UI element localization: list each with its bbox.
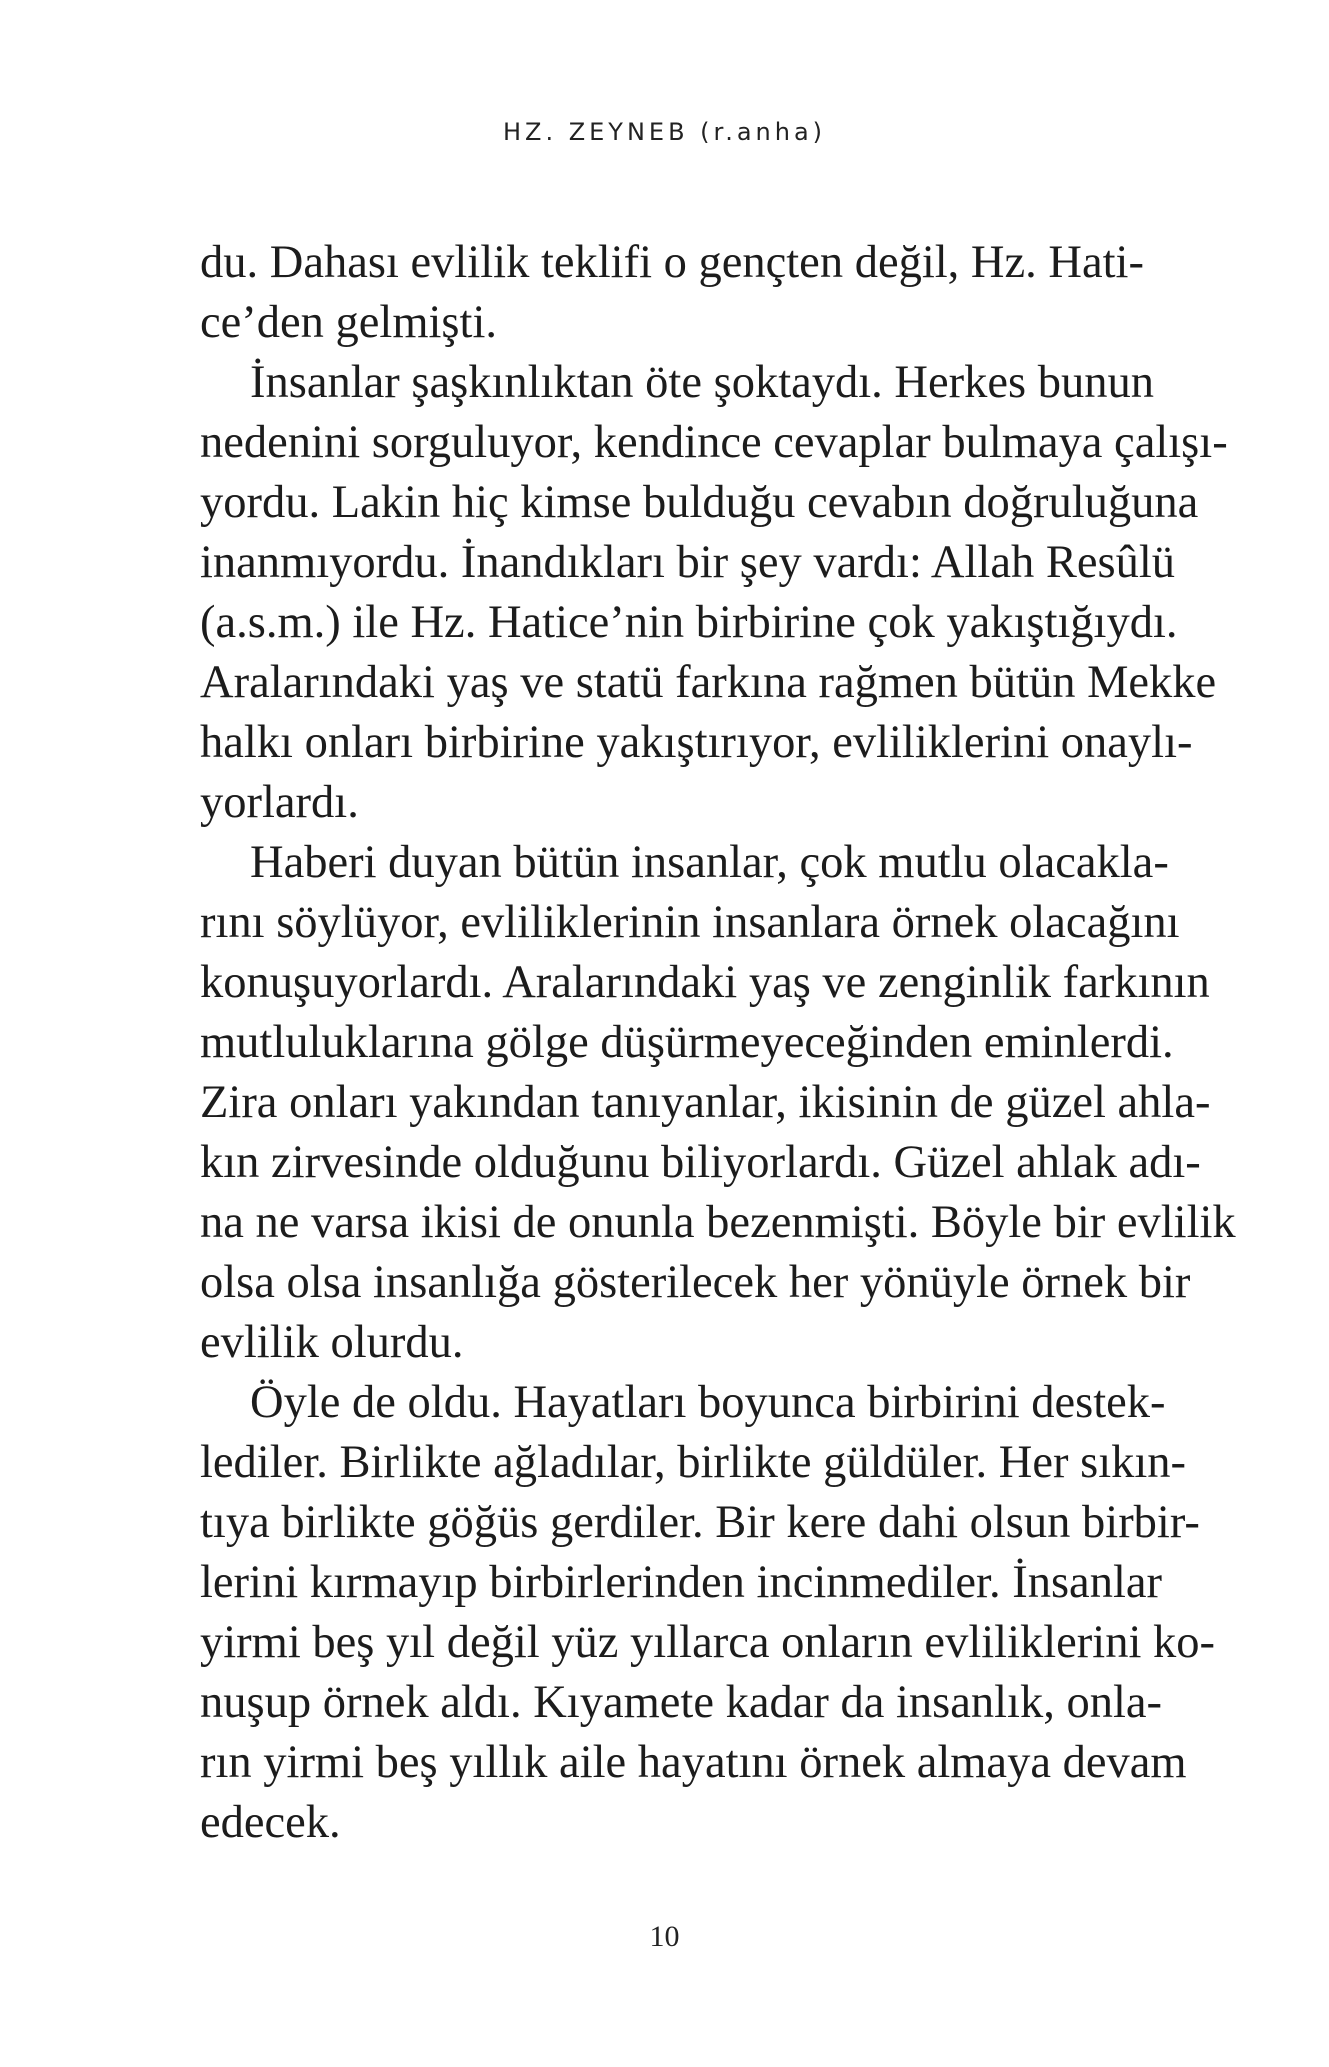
text-line: halkı onları birbirine yakıştırıyor, evliliklerini onaylı- [200,717,1193,768]
text-line: Öyle de oldu. Hayatları boyunca birbirini destek- [250,1377,1166,1428]
text-line: kın zirvesinde olduğunu biliyorlardı. Güzel ahlak adı- [200,1137,1201,1188]
text-line: (a.s.m.) ile Hz. Hatice’nin birbirine çok yakıştığıydı. [200,597,1178,648]
running-header: HZ. ZEYNEB (r.anha) [502,118,827,146]
text-line: tıya birlikte göğüs gerdiler. Bir kere dahi olsun birbir- [200,1497,1200,1548]
text-line: nuşup örnek aldı. Kıyamete kadar da insanlık, onla- [200,1677,1163,1728]
body-text [200,233,1236,1853]
text-line: lerini kırmayıp birbirlerinden incinmediler. İnsanlar [200,1557,1162,1608]
text-line: rını söylüyor, evliliklerinin insanlara örnek olacağını [200,897,1180,948]
text-line: du. Dahası evlilik teklifi o gençten değil, Hz. Hati- [200,237,1144,288]
text-line: nedenini sorguluyor, kendince cevaplar bulmaya çalışı- [200,417,1228,468]
text-line: ce’den gelmişti. [200,297,497,348]
text-line: na ne varsa ikisi de onunla bezenmişti. Böyle bir evlilik [200,1197,1236,1248]
text-line: Haberi duyan bütün insanlar, çok mutlu olacakla- [250,837,1169,888]
text-line: mutluluklarına gölge düşürmeyeceğinden eminlerdi. [200,1017,1174,1068]
text-line: yordu. Lakin hiç kimse bulduğu cevabın doğruluğuna [200,477,1199,528]
text-line: edecek. [200,1797,341,1848]
text-line: olsa olsa insanlığa gösterilecek her yönüyle örnek bir [200,1257,1191,1308]
page-number: 10 [649,1920,680,1953]
text-line: Zira onları yakından tanıyanlar, ikisinin de güzel ahla- [200,1077,1211,1128]
text-line: yorlardı. [200,777,359,828]
text-line: yirmi beş yıl değil yüz yıllarca onların evliliklerini ko- [200,1617,1215,1668]
text-line: rın yirmi beş yıllık aile hayatını örnek almaya devam [200,1737,1187,1788]
text-line: konuşuyorlardı. Aralarındaki yaş ve zenginlik farkının [200,957,1210,1008]
text-line: lediler. Birlikte ağladılar, birlikte güldüler. Her sıkın- [200,1437,1187,1488]
text-line: evlilik olurdu. [200,1317,464,1368]
text-line: İnsanlar şaşkınlıktan öte şoktaydı. Herkes bunun [250,357,1154,408]
text-line: Aralarındaki yaş ve statü farkına rağmen bütün Mekke [200,657,1217,708]
text-line: inanmıyordu. İnandıkları bir şey vardı: Allah Resûlü [200,537,1176,588]
